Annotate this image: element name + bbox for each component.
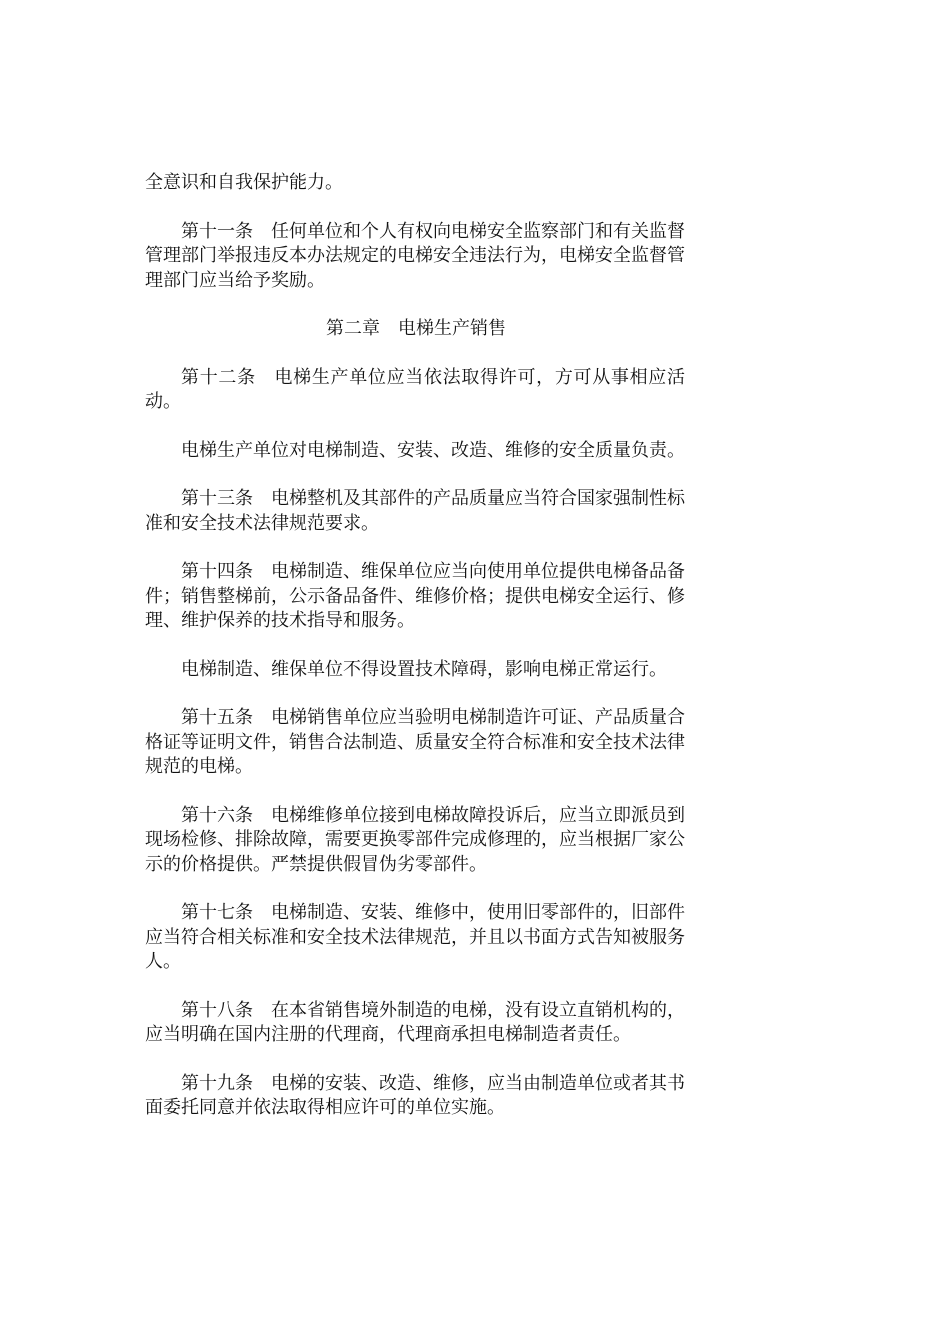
article-18: 第十八条 在本省销售境外制造的电梯，没有设立直销机构的，应当明确在国内注册的代理商，代理商承担电梯制造者责任。: [145, 999, 685, 1045]
article-17: 第十七条 电梯制造、安装、维修中，使用旧零部件的，旧部件应当符合相关标准和安全技术法律规范，并且以书面方式告知被服务人。: [145, 902, 685, 972]
paragraph-continuation: 全意识和自我保护能力。: [145, 172, 343, 193]
article-15: 第十五条 电梯销售单位应当验明电梯制造许可证、产品质量合格证等证明文件，销售合法制造、质量安全符合标准和安全技术法律规范的电梯。: [145, 707, 685, 777]
article-14: 第十四条 电梯制造、维保单位应当向使用单位提供电梯备品备件；销售整梯前，公示备品备件、维修价格；提供电梯安全运行、修理、维护保养的技术指导和服务。: [145, 561, 685, 631]
article-13: 第十三条 电梯整机及其部件的产品质量应当符合国家强制性标准和安全技术法律规范要求。: [145, 488, 685, 534]
chapter-heading: 第二章 电梯生产销售: [326, 318, 506, 339]
article-12: 第十二条 电梯生产单位应当依法取得许可，方可从事相应活动。: [145, 366, 685, 412]
document-page: [145, 171, 685, 1145]
article-16: 第十六条 电梯维修单位接到电梯故障投诉后，应当立即派员到现场检修、排除故障，需要更换零部件完成修理的，应当根据厂家公示的价格提供。严禁提供假冒伪劣零部件。: [145, 804, 685, 875]
article-14-paragraph-2: 电梯制造、维保单位不得设置技术障碍，影响电梯正常运行。: [181, 658, 667, 680]
article-12-paragraph-2: 电梯生产单位对电梯制造、安装、改造、维修的安全质量负责。: [181, 439, 685, 461]
article-19: 第十九条 电梯的安装、改造、维修，应当由制造单位或者其书面委托同意并依法取得相应许可的单位实施。: [145, 1072, 685, 1118]
article-11: 第十一条 任何单位和个人有权向电梯安全监察部门和有关监督管理部门举报违反本办法规定的电梯安全违法行为，电梯安全监督管理部门应当给予奖励。: [145, 220, 685, 291]
